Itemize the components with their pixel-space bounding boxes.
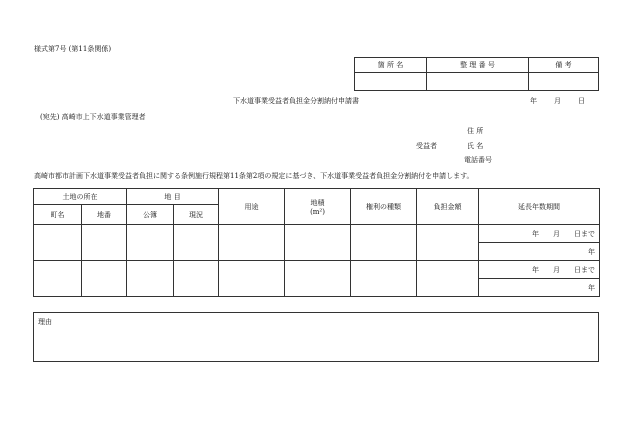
charge-header: 負担金額 (417, 189, 479, 225)
period-until-cell[interactable]: 年 月 日まで (479, 261, 600, 279)
office-use-box (354, 57, 599, 91)
years-cell[interactable]: 年 (479, 243, 600, 261)
area-cell[interactable] (285, 225, 351, 261)
current-header: 現況 (174, 205, 219, 225)
lot-header: 地番 (82, 205, 127, 225)
date-month: 月 (554, 97, 561, 105)
form-label: 様式第7号 (第11条関係) (34, 45, 112, 53)
location-field[interactable] (355, 73, 427, 91)
rights-cell[interactable] (351, 261, 417, 297)
applicant-role: 受益者 (416, 142, 437, 150)
page-title: 下水道事業受益者負担金分割納付申請書 (233, 97, 359, 105)
addressee: (宛先) 高崎市上下水道事業管理者 (40, 113, 146, 121)
statement: 高崎市都市計画下水道事業受益者負担に関する条例施行規程第11条第2項の規定に基づき、下水道事業受益者負担金分割納付を申請します。 (34, 172, 474, 180)
phone-label: 電話番号 (464, 156, 492, 164)
area-label: 地積 (310, 198, 325, 207)
area-header (285, 189, 351, 225)
lot-cell[interactable] (82, 261, 127, 297)
rights-cell[interactable] (351, 225, 417, 261)
registry-cell[interactable] (127, 261, 174, 297)
land-location-header: 土地の所在 (34, 189, 127, 205)
date-day: 日 (578, 97, 585, 105)
reason-box[interactable] (33, 312, 599, 362)
ref-number-header: 整 理 番 号 (427, 58, 529, 73)
current-cell[interactable] (174, 225, 219, 261)
name-label: 氏 名 (467, 142, 484, 150)
town-cell[interactable] (34, 225, 82, 261)
remarks-field[interactable] (529, 73, 599, 91)
usage-header: 用途 (219, 189, 285, 225)
registry-cell[interactable] (127, 225, 174, 261)
land-table (33, 188, 600, 297)
lot-cell[interactable] (82, 225, 127, 261)
location-header: 箇 所 名 (355, 58, 427, 73)
usage-cell[interactable] (219, 261, 285, 297)
town-header: 町名 (34, 205, 82, 225)
usage-cell[interactable] (219, 225, 285, 261)
registry-header: 公簿 (127, 205, 174, 225)
charge-cell[interactable] (417, 261, 479, 297)
period-until-cell[interactable]: 年 月 日まで (479, 225, 600, 243)
date-year: 年 (530, 97, 537, 105)
ref-number-field[interactable] (427, 73, 529, 91)
area-unit: (m²) (310, 207, 325, 216)
years-cell[interactable]: 年 (479, 279, 600, 297)
remarks-header: 備 考 (529, 58, 599, 73)
chimoku-header: 地 目 (127, 189, 219, 205)
extension-header: 延長年数期間 (479, 189, 600, 225)
area-cell[interactable] (285, 261, 351, 297)
current-cell[interactable] (174, 261, 219, 297)
town-cell[interactable] (34, 261, 82, 297)
charge-cell[interactable] (417, 225, 479, 261)
reason-label: 理由 (38, 318, 52, 326)
address-label: 住 所 (467, 127, 484, 135)
rights-header: 権利の種類 (351, 189, 417, 225)
